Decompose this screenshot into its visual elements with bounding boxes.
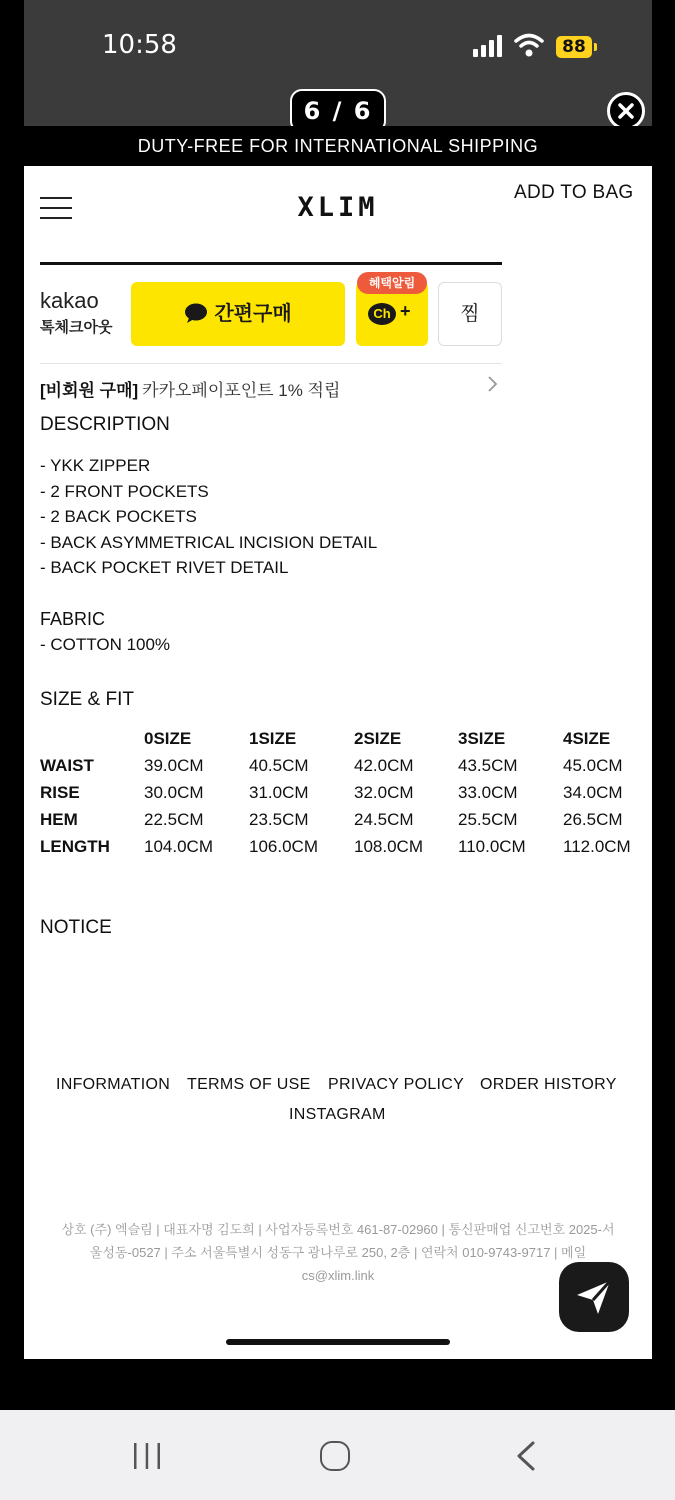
fabric-heading: FABRIC (40, 609, 106, 629)
size-cell: 45.0CM (563, 756, 623, 775)
page-counter: 6 / 6 (290, 89, 386, 133)
chevron-right-icon (486, 374, 498, 394)
size-column-header: 0SIZE (144, 729, 192, 748)
size-cell: 23.5CM (249, 810, 309, 829)
description-item: - BACK ASYMMETRICAL INCISION DETAIL (40, 533, 378, 552)
channel-plus-icon: + (400, 301, 411, 321)
fabric-item: - COTTON 100% (40, 635, 171, 654)
size-cell: 39.0CM (144, 756, 204, 775)
business-info-email[interactable]: cs@xlim.link (301, 1268, 375, 1283)
description-item: - YKK ZIPPER (40, 456, 151, 475)
footer-link-instagram[interactable]: INSTAGRAM (289, 1106, 386, 1123)
size-row-label: HEM (40, 810, 78, 829)
size-fit-heading: SIZE & FIT (40, 689, 134, 710)
size-column-header: 4SIZE (563, 729, 611, 748)
size-cell: 22.5CM (144, 810, 204, 829)
size-cell: 24.5CM (354, 810, 414, 829)
footer-link-order-history[interactable]: ORDER HISTORY (480, 1076, 617, 1093)
description-item: - BACK POCKET RIVET DETAIL (40, 558, 289, 577)
size-row-label: LENGTH (40, 837, 110, 856)
guest-purchase-point-info[interactable] (40, 376, 340, 401)
size-cell: 110.0CM (458, 837, 526, 856)
size-column-header: 2SIZE (354, 729, 402, 748)
size-cell: 25.5CM (458, 810, 518, 829)
back-icon[interactable] (513, 1440, 539, 1472)
size-cell: 112.0CM (563, 837, 631, 856)
kakao-quick-buy-label: 간편구매 (214, 303, 292, 325)
close-icon (610, 95, 642, 127)
point-info-text: 카카오페이포인트 1% 적립 (142, 381, 341, 400)
size-row-label: RISE (40, 783, 80, 802)
size-row-label: WAIST (40, 756, 94, 775)
divider (40, 363, 502, 364)
kakao-brand: kakao (40, 288, 99, 313)
close-button[interactable] (607, 92, 645, 130)
description-heading: DESCRIPTION (40, 414, 170, 435)
size-cell: 30.0CM (144, 783, 204, 802)
signal-icon (473, 35, 505, 57)
footer-link-information[interactable]: INFORMATION (56, 1076, 171, 1093)
channel-icon: Ch (368, 303, 396, 325)
size-cell: 106.0CM (249, 837, 318, 856)
size-cell: 42.0CM (354, 756, 414, 775)
guest-purchase-label: [비회원 구매] (40, 381, 139, 400)
size-cell: 26.5CM (563, 810, 623, 829)
size-cell: 34.0CM (563, 783, 623, 802)
inner-battery-indicator: 88 (556, 36, 592, 58)
size-cell: 108.0CM (354, 837, 423, 856)
kakao-quick-buy-button[interactable] (131, 282, 345, 346)
footer-link-privacy[interactable]: PRIVACY POLICY (328, 1076, 465, 1093)
home-indicator (226, 1339, 450, 1345)
send-message-button[interactable] (559, 1262, 629, 1332)
site-logo[interactable]: XLIM (297, 192, 379, 223)
size-cell: 104.0CM (144, 837, 213, 856)
notice-heading: NOTICE (40, 917, 112, 938)
business-info-line: 울성동-0527 | 주소 서울특별시 성동구 광나루로 250, 2층 | 연락처 010-9743-9717 | 메일 (89, 1245, 587, 1260)
shipping-banner: DUTY-FREE FOR INTERNATIONAL SHIPPING (24, 126, 652, 166)
speech-bubble-icon (184, 303, 208, 323)
recent-apps-icon[interactable] (132, 1441, 162, 1471)
add-to-bag-button[interactable]: ADD TO BAG (514, 182, 634, 203)
size-cell: 32.0CM (354, 783, 414, 802)
business-info-line: 상호 (주) 엑슬림 | 대표자명 김도희 | 사업자등록번호 461-87-02960 | 통신판매업 신고번호 2025-서 (61, 1222, 615, 1237)
kakao-brand-sub: 톡체크아웃 (40, 319, 113, 336)
size-cell: 43.5CM (458, 756, 518, 775)
description-item: - 2 FRONT POCKETS (40, 482, 209, 501)
send-icon (559, 1262, 629, 1332)
product-page (24, 166, 652, 1359)
benefit-alert-badge: 혜택알림 (357, 272, 427, 294)
size-cell: 31.0CM (249, 783, 309, 802)
wifi-icon (514, 32, 544, 58)
hamburger-menu-icon[interactable] (40, 197, 72, 219)
inner-clock: 10:58 (102, 30, 177, 60)
footer-link-terms[interactable]: TERMS OF USE (187, 1076, 311, 1093)
size-cell: 40.5CM (249, 756, 309, 775)
description-item: - 2 BACK POCKETS (40, 507, 197, 526)
wishlist-button[interactable]: 찜 (438, 282, 502, 346)
divider (40, 262, 502, 265)
size-column-header: 3SIZE (458, 729, 506, 748)
home-icon[interactable] (320, 1441, 350, 1471)
size-cell: 33.0CM (458, 783, 518, 802)
size-column-header: 1SIZE (249, 729, 297, 748)
